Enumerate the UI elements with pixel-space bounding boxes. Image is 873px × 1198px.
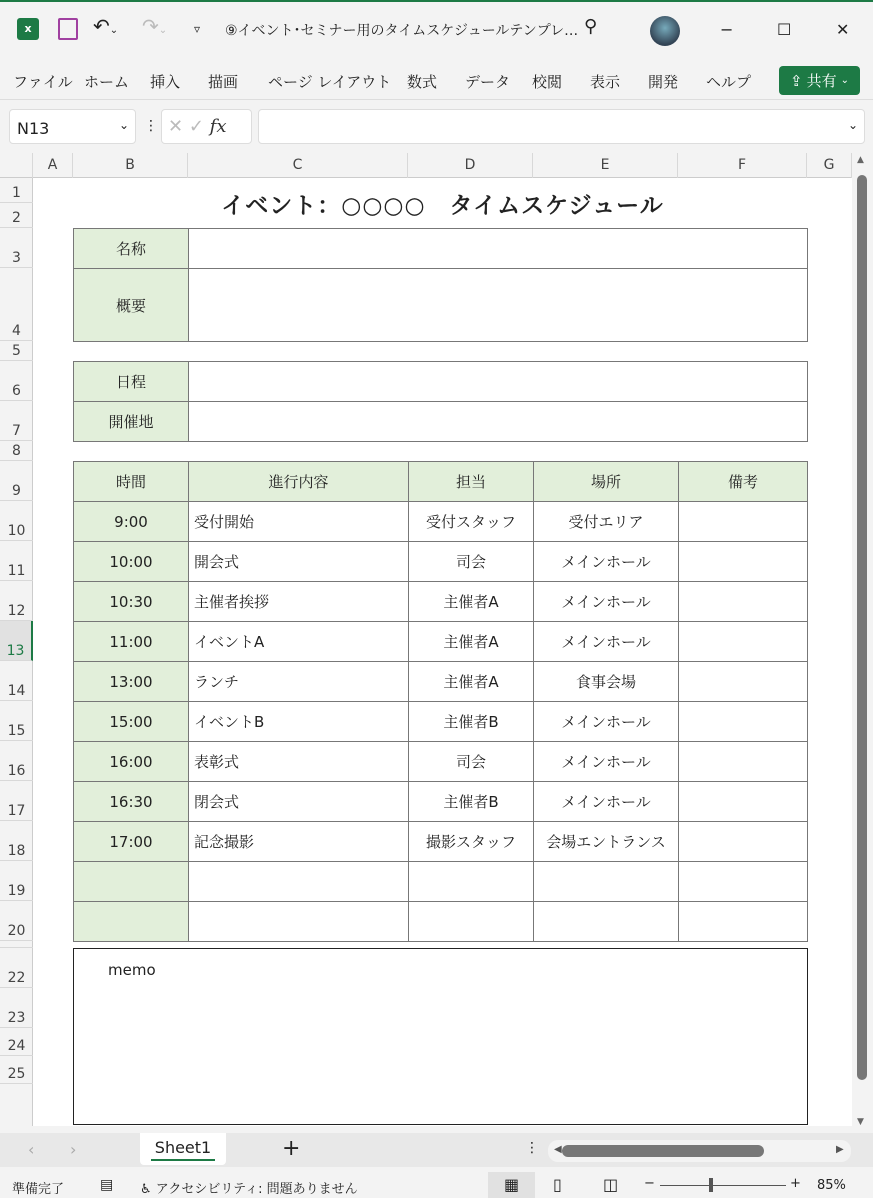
cell-person[interactable]: 撮影スタッフ xyxy=(408,821,534,862)
column-header-a[interactable]: A xyxy=(33,153,73,178)
tab-review[interactable]: 校閲 xyxy=(532,73,563,91)
cell-person[interactable] xyxy=(408,901,534,942)
header-note: 備考 xyxy=(678,461,808,502)
tab-file[interactable]: ファイル xyxy=(13,73,73,91)
prev-sheet-icon[interactable]: ‹ xyxy=(28,1140,35,1159)
label-date: 日程 xyxy=(73,361,189,402)
row-header-13[interactable]: 13 xyxy=(0,621,33,661)
cell-note[interactable] xyxy=(678,621,808,662)
cell-person[interactable]: 司会 xyxy=(408,741,534,782)
row-header-7[interactable]: 7 xyxy=(0,401,33,441)
cell-content[interactable]: イベントA xyxy=(188,621,409,662)
memo-label: memo xyxy=(108,961,156,979)
cell-note[interactable] xyxy=(678,781,808,822)
row-header-24[interactable]: 24 xyxy=(0,1028,33,1056)
cell-note[interactable] xyxy=(678,821,808,862)
ribbon-tabs xyxy=(0,60,873,100)
search-icon[interactable]: ⚲ xyxy=(584,16,598,37)
avatar[interactable] xyxy=(650,16,680,46)
label-name: 名称 xyxy=(73,228,189,269)
row-header-10[interactable]: 10 xyxy=(0,501,33,541)
cell-place[interactable]: メインホール xyxy=(533,621,679,662)
page-break-view-icon[interactable]: ◫ xyxy=(603,1175,619,1194)
sheet-tab-bar xyxy=(0,1133,873,1167)
save-icon[interactable] xyxy=(58,18,78,40)
cell-note[interactable] xyxy=(678,581,808,622)
vertical-scrollbar[interactable] xyxy=(852,153,873,1133)
row-header-5[interactable]: 5 xyxy=(0,341,33,361)
sheet-tab-sheet1[interactable] xyxy=(140,1133,226,1165)
status-ready: 準備完了 xyxy=(12,1182,65,1197)
cell-time[interactable] xyxy=(73,861,189,902)
zoom-out-button[interactable]: − xyxy=(644,1176,655,1191)
cell-person[interactable] xyxy=(408,861,534,902)
tab-page-layout[interactable]: ページ レイアウト xyxy=(268,73,392,91)
cell-place[interactable]: メインホール xyxy=(533,581,679,622)
row-header-22[interactable]: 22 xyxy=(0,948,33,988)
overview-value-cell[interactable] xyxy=(188,268,808,342)
tab-home[interactable]: ホーム xyxy=(84,73,130,91)
row-header-16[interactable]: 16 xyxy=(0,741,33,781)
row-header-20[interactable]: 20 xyxy=(0,901,33,941)
chevron-down-icon: ⌄ xyxy=(118,118,129,132)
horizontal-scroll-thumb[interactable] xyxy=(562,1145,764,1157)
add-sheet-button[interactable]: + xyxy=(282,1136,301,1161)
row-header-14[interactable]: 14 xyxy=(0,661,33,701)
cell-time[interactable]: 16:00 xyxy=(73,741,189,782)
cell-note[interactable] xyxy=(678,501,808,542)
zoom-slider[interactable] xyxy=(660,1185,786,1186)
status-bar xyxy=(0,1172,873,1198)
cell-content[interactable]: 主催者挨拶 xyxy=(188,581,409,622)
cell-note[interactable] xyxy=(678,741,808,782)
scroll-down-icon[interactable]: ▼ xyxy=(857,1117,864,1127)
row-header-17[interactable]: 17 xyxy=(0,781,33,821)
formula-input[interactable] xyxy=(258,109,865,144)
cell-note[interactable] xyxy=(678,861,808,902)
column-header-g[interactable]: G xyxy=(807,153,852,178)
row-header-23[interactable]: 23 xyxy=(0,988,33,1028)
cell-content[interactable] xyxy=(188,901,409,942)
header-person: 担当 xyxy=(408,461,534,502)
label-overview: 概要 xyxy=(73,268,189,342)
header-place: 場所 xyxy=(533,461,679,502)
column-header-b[interactable]: B xyxy=(73,153,188,178)
row-header-3[interactable]: 3 xyxy=(0,228,33,268)
cell-person[interactable]: 司会 xyxy=(408,541,534,582)
header-content: 進行内容 xyxy=(188,461,409,502)
enter-icon[interactable]: ✓ xyxy=(188,116,204,137)
cell-person[interactable]: 主催者A xyxy=(408,621,534,662)
name-box[interactable] xyxy=(9,109,136,144)
select-all-button[interactable] xyxy=(0,153,33,178)
tab-draw[interactable]: 描画 xyxy=(208,73,239,91)
macro-record-icon[interactable]: ▤ xyxy=(100,1177,114,1193)
redo-icon[interactable]: ↷⌄ xyxy=(142,14,168,38)
scroll-up-icon[interactable]: ▲ xyxy=(857,155,864,165)
row-header-21[interactable] xyxy=(0,941,33,948)
tab-view[interactable]: 表示 xyxy=(590,73,621,91)
customize-qat-icon[interactable]: ▿ xyxy=(194,22,201,36)
row-header-18[interactable]: 18 xyxy=(0,821,33,861)
cell-person[interactable]: 主催者A xyxy=(408,581,534,622)
cell-place[interactable] xyxy=(533,861,679,902)
share-button[interactable] xyxy=(779,66,860,95)
sheet-tab-label: Sheet1 xyxy=(154,1138,212,1157)
cell-place[interactable]: メインホール xyxy=(533,541,679,582)
more-icon[interactable]: ⋮ xyxy=(525,1140,539,1156)
formula-bar xyxy=(0,100,873,152)
accessibility-label: アクセシビリティ: 問題ありません xyxy=(155,1182,358,1197)
next-sheet-icon[interactable]: › xyxy=(70,1140,77,1159)
row-header-4[interactable]: 4 xyxy=(0,268,33,341)
column-header-d[interactable]: D xyxy=(408,153,533,178)
cell-content[interactable] xyxy=(188,861,409,902)
vertical-scroll-thumb[interactable] xyxy=(857,175,867,1080)
cell-note[interactable] xyxy=(678,701,808,742)
worksheet-grid[interactable] xyxy=(0,153,852,1126)
cell-place[interactable] xyxy=(533,901,679,942)
column-header-f[interactable]: F xyxy=(678,153,807,178)
cell-place[interactable]: 受付エリア xyxy=(533,501,679,542)
accessibility-status[interactable] xyxy=(140,1178,358,1197)
page-layout-view-icon[interactable]: ▯ xyxy=(553,1175,562,1194)
formula-buttons xyxy=(161,109,252,144)
minimize-button[interactable]: − xyxy=(720,20,734,39)
cell-place[interactable]: メインホール xyxy=(533,781,679,822)
cell-time[interactable]: 10:30 xyxy=(73,581,189,622)
cell-content[interactable]: 受付開始 xyxy=(188,501,409,542)
cell-place[interactable]: 会場エントランス xyxy=(533,821,679,862)
date-value-cell[interactable] xyxy=(188,361,808,402)
column-header-c[interactable]: C xyxy=(188,153,408,178)
row-header-2[interactable]: 2 xyxy=(0,203,33,228)
excel-logo-icon: x xyxy=(17,18,39,40)
cell-place[interactable]: 食事会場 xyxy=(533,661,679,702)
row-header-11[interactable]: 11 xyxy=(0,541,33,581)
zoom-slider-thumb[interactable] xyxy=(709,1178,713,1192)
tab-developer[interactable]: 開発 xyxy=(648,73,679,91)
tab-data[interactable]: データ xyxy=(465,73,511,91)
cell-place[interactable]: メインホール xyxy=(533,701,679,742)
memo-box[interactable] xyxy=(73,948,808,1125)
header-time: 時間 xyxy=(73,461,189,502)
column-header-e[interactable]: E xyxy=(533,153,678,178)
cell-time[interactable]: 15:00 xyxy=(73,701,189,742)
cell-content[interactable]: 表彰式 xyxy=(188,741,409,782)
cell-time[interactable]: 16:30 xyxy=(73,781,189,822)
row-header-12[interactable]: 12 xyxy=(0,581,33,621)
tab-insert[interactable]: 挿入 xyxy=(150,73,181,91)
tab-help[interactable]: ヘルプ xyxy=(706,73,752,91)
cell-note[interactable] xyxy=(678,661,808,702)
cell-place[interactable]: メインホール xyxy=(533,741,679,782)
zoom-in-button[interactable]: + xyxy=(790,1176,801,1191)
cell-content[interactable]: 閉会式 xyxy=(188,781,409,822)
cell-person[interactable]: 主催者B xyxy=(408,781,534,822)
cell-person[interactable]: 主催者B xyxy=(408,701,534,742)
accessibility-icon: ♿ xyxy=(140,1182,152,1197)
row-header-25[interactable]: 25 xyxy=(0,1056,33,1084)
row-header-19[interactable]: 19 xyxy=(0,861,33,901)
window-title: ⑨イベント･セミナー用のタイムスケジュールテンプレ… xyxy=(225,23,579,39)
cell-time[interactable]: 13:00 xyxy=(73,661,189,702)
cell-content[interactable]: 開会式 xyxy=(188,541,409,582)
row-header-15[interactable]: 15 xyxy=(0,701,33,741)
cell-note[interactable] xyxy=(678,901,808,942)
maximize-button[interactable]: ☐ xyxy=(777,20,792,39)
tab-formulas[interactable]: 数式 xyxy=(407,73,438,91)
zoom-level[interactable]: 85% xyxy=(817,1178,846,1193)
cell-note[interactable] xyxy=(678,541,808,582)
fx-icon[interactable]: fx xyxy=(209,116,227,137)
scroll-right-icon[interactable]: ▶ xyxy=(836,1144,844,1155)
cell-content[interactable]: 記念撮影 xyxy=(188,821,409,862)
cell-time[interactable]: 9:00 xyxy=(73,501,189,542)
title-bar xyxy=(0,2,873,60)
cell-time[interactable] xyxy=(73,901,189,942)
name-box-value: N13 xyxy=(17,119,50,138)
cell-person[interactable]: 主催者A xyxy=(408,661,534,702)
row-header-9[interactable]: 9 xyxy=(0,461,33,501)
cell-person[interactable]: 受付スタッフ xyxy=(408,501,534,542)
cell-time[interactable]: 17:00 xyxy=(73,821,189,862)
cancel-icon[interactable]: ✕ xyxy=(168,116,184,137)
row-headers xyxy=(0,178,33,1126)
share-icon: ⇪ xyxy=(790,71,803,90)
close-button[interactable]: ✕ xyxy=(836,20,850,39)
row-header-1[interactable]: 1 xyxy=(0,178,33,203)
chevron-down-icon: ⌄ xyxy=(840,75,849,86)
venue-value-cell[interactable] xyxy=(188,401,808,442)
undo-icon[interactable]: ↶⌄ xyxy=(93,14,119,38)
cell-content[interactable]: イベントB xyxy=(188,701,409,742)
name-value-cell[interactable] xyxy=(188,228,808,269)
scroll-left-icon[interactable]: ◀ xyxy=(554,1144,562,1155)
normal-view-icon[interactable]: ▦ xyxy=(488,1172,535,1198)
row-header-6[interactable]: 6 xyxy=(0,361,33,401)
sheet-title: イベント：○○○○ タイムスケジュール xyxy=(221,192,664,219)
chevron-down-icon: ⌄ xyxy=(847,118,858,132)
cell-time[interactable]: 10:00 xyxy=(73,541,189,582)
label-venue: 開催地 xyxy=(73,401,189,442)
more-options-icon[interactable]: ⋮ xyxy=(144,118,158,134)
cell-content[interactable]: ランチ xyxy=(188,661,409,702)
column-headers xyxy=(0,153,852,178)
cell-time[interactable]: 11:00 xyxy=(73,621,189,662)
share-label: 共有 xyxy=(806,72,837,90)
row-header-8[interactable]: 8 xyxy=(0,441,33,461)
horizontal-scrollbar[interactable] xyxy=(548,1140,851,1162)
